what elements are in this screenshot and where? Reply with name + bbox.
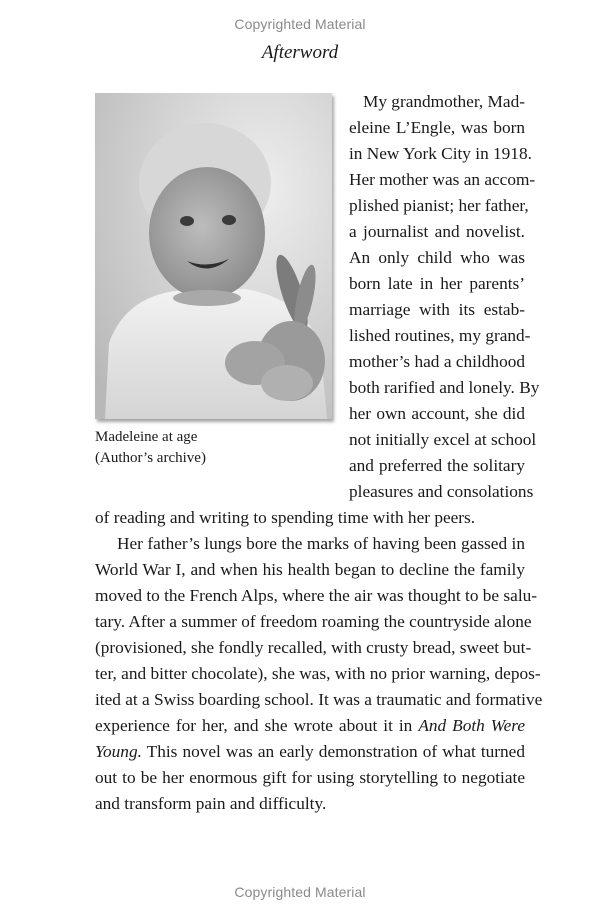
text-line: not initially excel at school [349,430,537,449]
text-line: My grandmother, Mad- [362,92,525,111]
text-line: mother’s had a childhood [349,352,525,371]
book-title: And Both Were [418,716,525,735]
text-line: in New York City in 1918. [349,144,532,163]
text-line: ter, and bitter chocolate), she was, with no prior warning, depos- [95,664,541,683]
text-line: eleine L’Engle, was born [349,118,525,137]
photo-caption [95,427,335,469]
text-line: out to be her enormous gift for using storytelling to negotiate [95,768,525,787]
caption-line: (Author’s archive) [95,450,206,466]
text-line: marriage with its estab- [349,300,525,319]
text-line: lished routines, my grand- [349,326,531,345]
text-line [95,739,525,765]
text-line: Her mother was an accom- [349,170,536,189]
child-photo [95,93,332,419]
text-line: ited at a Swiss boarding school. It was a traumatic and formative [95,690,543,709]
text-line: tary. After a summer of freedom roaming the countryside alone [95,612,532,631]
text-line: born late in her parents’ [349,274,525,293]
text-line: and transform pain and difficulty. [95,794,327,813]
copyright-watermark-bottom: Copyrighted Material [234,884,366,900]
caption-line: Madeleine at age [95,429,198,445]
text-line: plished pianist; her father, [349,196,529,215]
text-line: pleasures and consolations [349,482,534,501]
copyright-watermark-top: Copyrighted Material [234,16,366,32]
text-line: her own account, she did [349,404,525,423]
running-head: Afterword [261,42,339,63]
text-run: experience for her, and she wrote about it in [95,716,419,735]
text-run: This novel was an early demonstration of what turned [141,742,525,761]
text-line: of reading and writing to spending time with her peers. [95,508,476,527]
book-title: Young. [95,742,142,761]
text-line: a journalist and novelist. [349,222,525,241]
text-line: both rarified and lonely. By [349,378,540,397]
text-line: World War I, and when his health began to decline the family [95,560,525,579]
text-line: and preferred the solitary [349,456,525,475]
text-line: (provisioned, she fondly recalled, with crusty bread, sweet but- [95,638,532,657]
text-line [95,713,525,739]
text-line: An only child who was [349,248,525,267]
text-line: Her father’s lungs bore the marks of having been gassed in [117,534,525,553]
text-line: moved to the French Alps, where the air was thought to be salu- [95,586,538,605]
